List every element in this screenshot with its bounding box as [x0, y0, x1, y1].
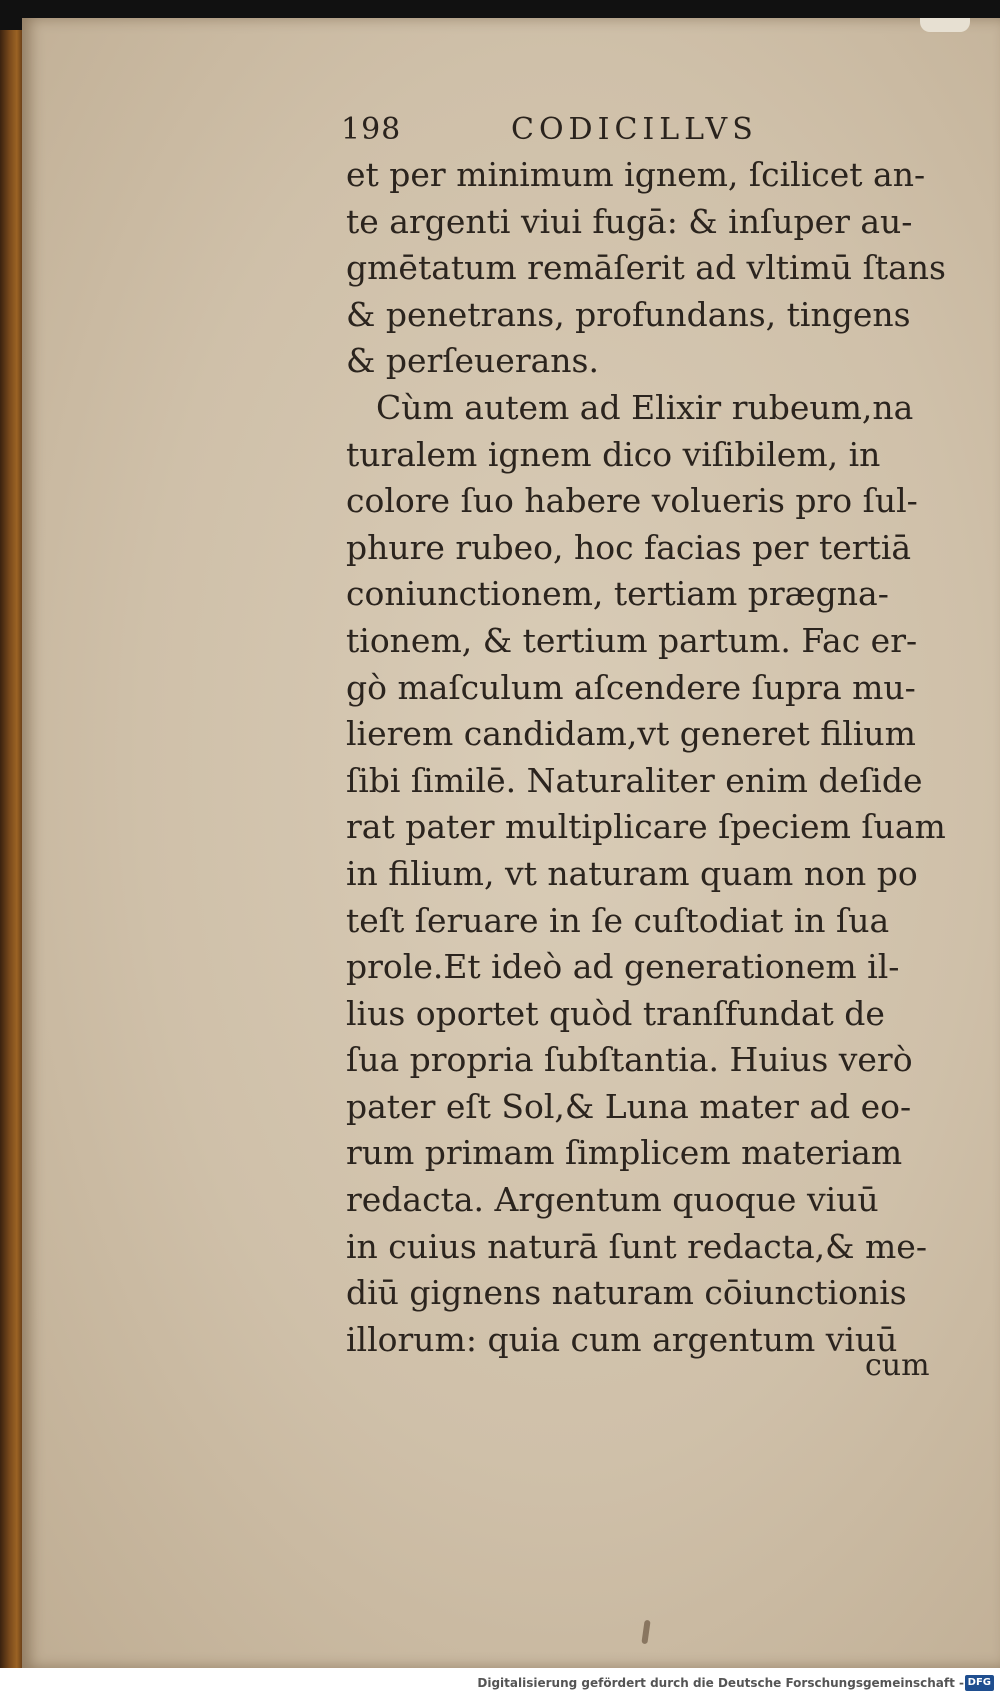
- text-line: lierem candidam,vt generet filium: [346, 714, 916, 754]
- text-line: rat pater multiplicare ſpeciem ſuam: [346, 807, 946, 847]
- text-line: gmētatum remāſerit ad vltimū ſtans: [346, 248, 946, 288]
- page-number: 198: [341, 112, 402, 147]
- text-line: tionem, & tertium partum. Fac er-: [346, 620, 918, 660]
- text-line: redacta. Argentum quoque viuū: [346, 1180, 879, 1220]
- text-line: in filium, vt naturam quam non po: [346, 853, 918, 893]
- text-line: prole.Et ideò ad generationem il-: [346, 947, 900, 987]
- text-line: & perſeuerans.: [346, 341, 599, 381]
- text-line: pater eſt Sol,& Luna mater ad eo-: [346, 1086, 912, 1126]
- text-line: & penetrans, profundans, tingens: [346, 294, 911, 334]
- text-line: te argenti viui fugā: & inſuper au-: [346, 201, 913, 241]
- text-line: coniunctionem, tertiam prægna-: [346, 574, 889, 614]
- dfg-logo: DFG: [965, 1675, 994, 1691]
- digitization-footer: [0, 1668, 1000, 1701]
- text-line: lius oportet quòd tranſfundat de: [346, 993, 885, 1033]
- page-header: [341, 110, 761, 150]
- text-line: teſt ſeruare in ſe cuſtodiat in ſua: [346, 900, 890, 940]
- text-line: rum primam ſimplicem materiam: [346, 1133, 903, 1173]
- running-title: CODICILLVS: [511, 112, 758, 147]
- text-line: ſibi ſimilē. Naturaliter enim deſide: [346, 760, 923, 800]
- body-text: [346, 152, 946, 1363]
- catchword: cum: [865, 1348, 930, 1383]
- funding-credit: Digitalisierung gefördert durch die Deutsche Forschungsgemeinschaft -: [477, 1676, 964, 1690]
- text-line: in cuius naturā ſunt redacta,& me-: [346, 1226, 927, 1266]
- text-line: turalem ignem dico viſibilem, in: [346, 434, 881, 474]
- text-line: phure rubeo, hoc facias per tertiā: [346, 527, 912, 567]
- book-spine-edge: [0, 30, 24, 1670]
- text-line: et per minimum ignem, ſcilicet an-: [346, 155, 926, 194]
- text-line: Cùm autem ad Elixir rubeum,na: [376, 387, 914, 427]
- page-corner: [920, 18, 970, 32]
- text-line: ſua propria ſubſtantia. Huius verò: [346, 1040, 913, 1080]
- text-line: diū gignens naturam cōiunctionis: [346, 1273, 907, 1313]
- text-line: colore ſuo habere volueris pro ſul-: [346, 481, 918, 521]
- text-line: gò maſculum aſcendere ſupra mu-: [346, 667, 916, 707]
- text-line: illorum: quia cum argentum viuū: [346, 1319, 898, 1359]
